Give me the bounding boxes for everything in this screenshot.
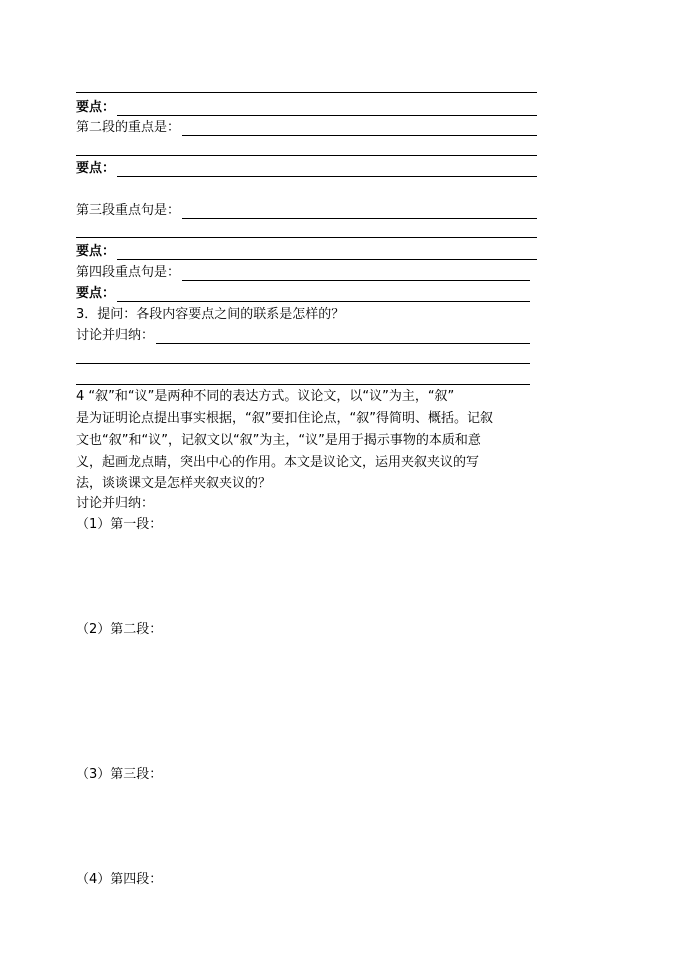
answer-line[interactable] — [76, 92, 537, 93]
question-4-line: 文也“叙”和“议”，记叙文以“叙”为主，“议”是用于揭示事物的本质和意 — [76, 433, 481, 448]
answer-line[interactable] — [76, 363, 530, 364]
question-4-line: 是为证明论点提出事实根据，“叙”要扣住论点，“叙”得简明、概括。记叙 — [76, 411, 493, 426]
answer-line[interactable] — [182, 268, 530, 281]
discuss-label-2: 讨论并归纳： — [76, 496, 155, 511]
key-point-label: 要点： — [76, 161, 116, 176]
answer-line[interactable] — [117, 289, 530, 302]
para4-row — [76, 265, 530, 281]
para3-label: 第三段重点句是： — [76, 203, 181, 218]
discuss-label: 讨论并归纳： — [76, 328, 155, 343]
key-point-row-4 — [76, 286, 530, 302]
key-point-label: 要点： — [76, 244, 116, 259]
answer-line[interactable] — [76, 237, 537, 238]
para3-row — [76, 203, 537, 219]
answer-line[interactable] — [156, 331, 530, 344]
question-4-line: 4 “叙”和“议”是两种不同的表达方式。议论文，以“议”为主，“叙” — [76, 389, 455, 404]
key-point-row-1 — [76, 100, 537, 116]
question-4-line: 法，谈谈课文是怎样夹叙夹议的？ — [76, 476, 272, 491]
answer-line[interactable] — [76, 384, 530, 385]
para2-row — [76, 120, 537, 136]
answer-line[interactable] — [182, 206, 537, 219]
answer-line[interactable] — [117, 103, 537, 116]
item-para2: （2）第二段： — [76, 622, 163, 637]
key-point-label: 要点： — [76, 100, 116, 115]
answer-line[interactable] — [117, 164, 537, 177]
item-para4: （4）第四段： — [76, 872, 163, 887]
key-point-label: 要点： — [76, 286, 116, 301]
answer-line[interactable] — [182, 123, 537, 136]
discuss-row — [76, 328, 530, 344]
answer-line[interactable] — [117, 247, 537, 260]
para4-label: 第四段重点句是： — [76, 265, 181, 280]
key-point-row-2 — [76, 161, 537, 177]
item-para3: （3）第三段： — [76, 767, 163, 782]
para2-label: 第二段的重点是： — [76, 120, 181, 135]
answer-line[interactable] — [76, 155, 537, 156]
question-4-line: 义，起画龙点睛，突出中心的作用。本文是议论文，运用夹叙夹议的写 — [76, 455, 480, 470]
question-3-title: 3．提问：各段内容要点之间的联系是怎样的？ — [76, 307, 345, 322]
key-point-row-3 — [76, 244, 537, 260]
item-para1: （1）第一段： — [76, 517, 163, 532]
